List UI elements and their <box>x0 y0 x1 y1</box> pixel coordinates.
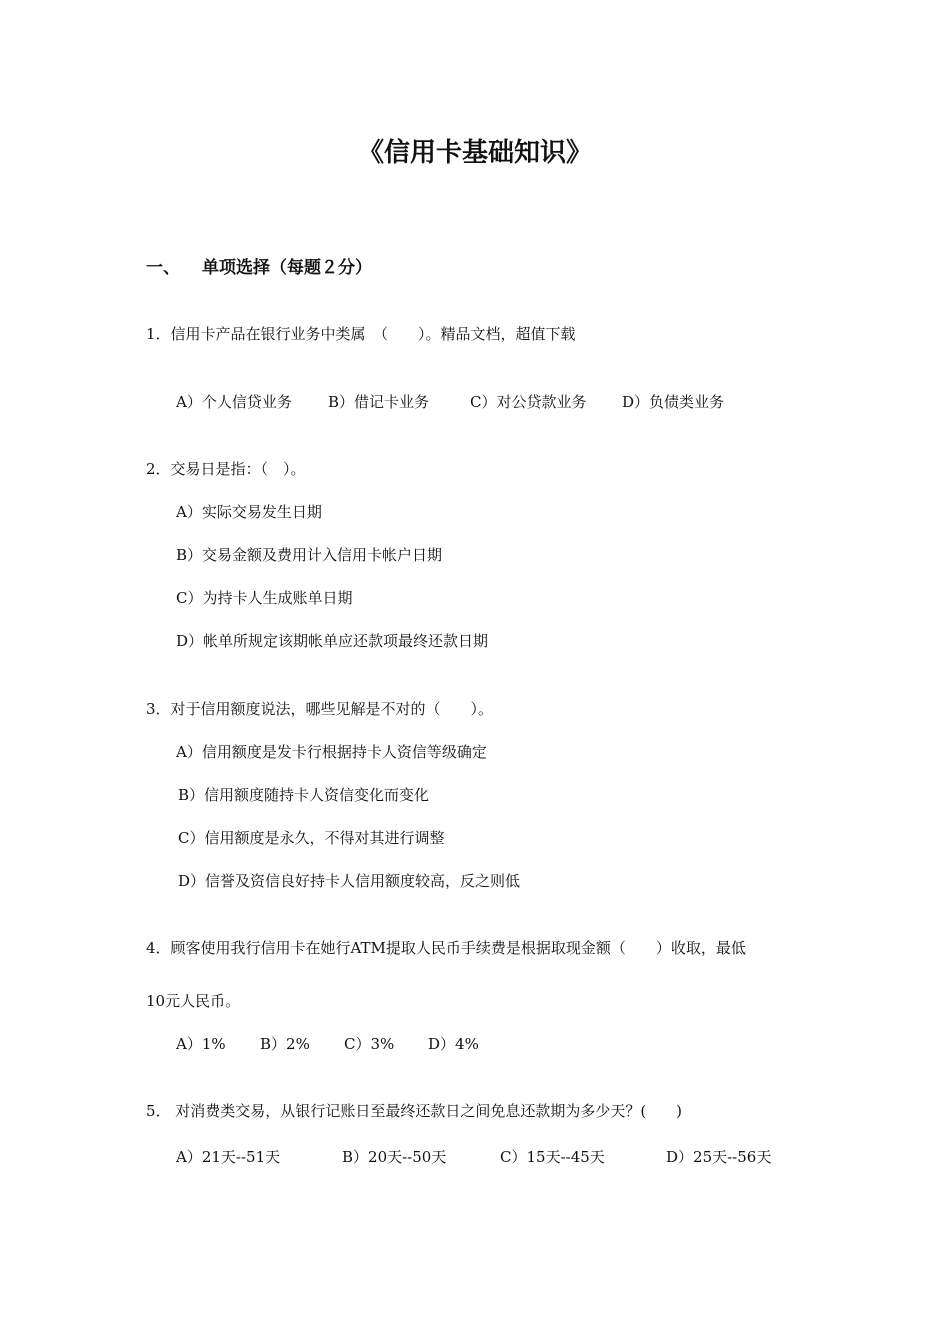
question-4-options <box>176 1034 479 1054</box>
section-label: 单项选择（每题２分） <box>202 258 372 278</box>
q5-option-c: C）15天--45天 <box>500 1148 605 1166</box>
section-heading <box>146 253 372 278</box>
q1-option-a: A）个人信贷业务 <box>176 393 292 411</box>
question-5-options <box>176 1147 771 1167</box>
q3-option-b: B）信用额度随持卡人资信变化而变化 <box>178 786 430 804</box>
q2-option-c: C）为持卡人生成账单日期 <box>176 589 353 607</box>
q1-option-d: D）负债类业务 <box>622 393 725 411</box>
q3-option-a: A）信用额度是发卡行根据持卡人资信等级确定 <box>176 743 487 761</box>
question-3-stem: 3．对于信用额度说法，哪些见解是不对的（ ）。 <box>146 700 494 718</box>
question-1-stem: 1．信用卡产品在银行业务中类属 （ ）。精品文档，超值下载 <box>146 325 576 343</box>
q1-option-b: B）借记卡业务 <box>328 393 430 411</box>
q5-option-b: B）20天--50天 <box>342 1148 447 1166</box>
q4-option-d: D）4% <box>428 1035 479 1053</box>
q4-option-a: A）1% <box>176 1035 226 1053</box>
q3-option-d: D）信誉及资信良好持卡人信用额度较高，反之则低 <box>178 872 521 890</box>
question-4-stem-continued: 10元人民币。 <box>146 992 241 1010</box>
question-4-stem: 4．顾客使用我行信用卡在她行ATM提取人民币手续费是根据取现金额（ ）收取，最低 <box>146 939 746 957</box>
q2-option-b: B）交易金额及费用计入信用卡帐户日期 <box>176 546 443 564</box>
question-1-options <box>176 392 724 412</box>
q3-option-c: C）信用额度是永久，不得对其进行调整 <box>178 829 445 847</box>
question-2-stem: 2．交易日是指：（ ）。 <box>146 460 306 478</box>
q5-option-a: A）21天--51天 <box>176 1148 281 1166</box>
q4-option-b: B）2% <box>260 1035 310 1053</box>
q2-option-d: D）帐单所规定该期帐单应还款项最终还款日期 <box>176 632 489 650</box>
section-number: 一、 <box>146 258 180 278</box>
q2-option-a: A）实际交易发生日期 <box>176 503 322 521</box>
q5-option-d: D）25天--56天 <box>666 1148 772 1166</box>
q1-option-c: C）对公贷款业务 <box>470 393 587 411</box>
q4-option-c: C）3% <box>344 1035 395 1053</box>
document-title: 《信用卡基础知识》 <box>357 138 592 168</box>
question-5-stem: 5． 对消费类交易，从银行记账日至最终还款日之间免息还款期为多少天？( ) <box>146 1102 683 1120</box>
